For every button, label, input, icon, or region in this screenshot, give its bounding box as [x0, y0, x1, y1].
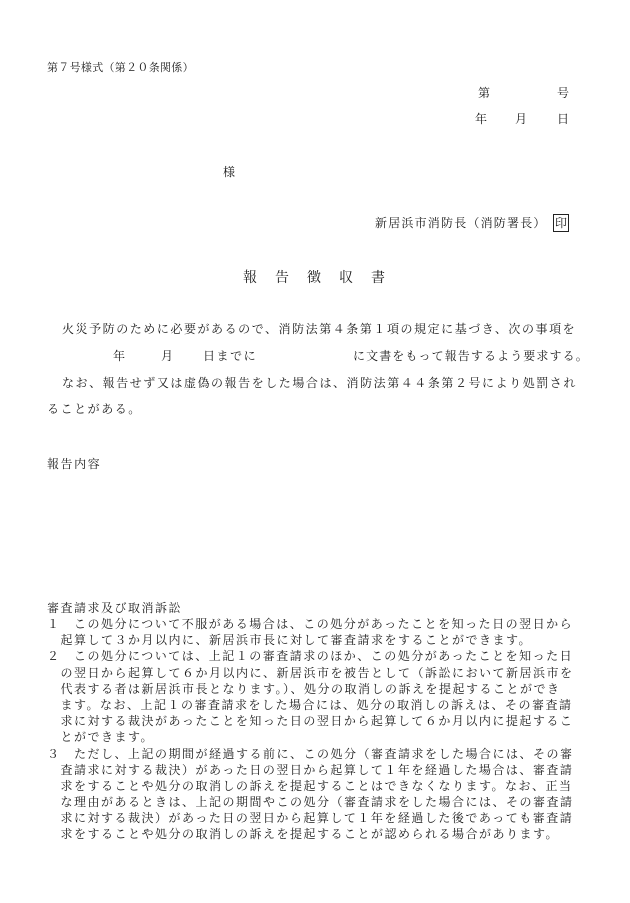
deadline-tail: に文書をもって報告するよう要求する。 [353, 349, 589, 363]
appeal-item-2-line-5: 求に対する裁決があったことを知った日の翌日から起算して６か月以内に提起するこ [60, 714, 574, 729]
date-month-label: 月 [515, 112, 529, 126]
appeal-item-3-line-1 [47, 746, 607, 762]
appeal-text: ただし、上記の期間が経過する前に、この処分（審査請求をした場合には、その審 [74, 746, 574, 761]
appeal-text: この処分について不服がある場合は、この処分があったことを知った日の翌日から [74, 617, 574, 631]
appeal-item-3-line-2: 査請求に対する裁決）があった日の翌日から起算して１年を経過した場合は、審査請 [60, 762, 574, 777]
appeals-heading: 審査請求及び取消訴訟 [47, 601, 183, 615]
body-line-1: 火災予防のために必要があるので、消防法第４条第１項の規定に基づき、次の事項を [62, 322, 577, 336]
appeal-item-2-line-1 [47, 648, 607, 664]
appeals-list [47, 616, 607, 843]
appeal-item-1-line-1 [47, 616, 607, 632]
appeal-item-number: ３ [47, 746, 60, 761]
appeal-item-number: ２ [47, 649, 60, 664]
appeal-item-2-line-4: ます。なお、上記１の審査請求をした場合には、処分の取消しの訴えは、その審査請 [60, 697, 573, 712]
document-title: 報 告 徴 収 書 [243, 270, 387, 286]
appeal-item-2-line-3: 代表する者は新居浜市長となります。）、処分の取消しの訴えを提起することができ [60, 681, 561, 696]
appeal-text: この処分については、上記１の審査請求のほか、この処分があったことを知った日 [74, 649, 574, 664]
appeal-item-number: １ [47, 617, 60, 631]
appeal-item-1-line-2: 起算して３か月以内に、新居浜市長に対して審査請求をすることができます。 [60, 633, 533, 648]
seal-mark: 印 [554, 216, 567, 230]
deadline-month-label: 月 [161, 349, 175, 363]
appeal-item-3-line-6: 求をすることや処分の取消しの訴えを提起することが認められる場合があります。 [60, 827, 560, 842]
appeal-item-3-line-5: 求に対する裁決）があった日の翌日から起算して１年を経過した後であっても審査請 [60, 811, 574, 826]
deadline-day-label: 日までに [203, 349, 258, 363]
report-contents-label: 報告内容 [47, 457, 102, 471]
body-line-4: ることがある。 [47, 402, 142, 416]
appeal-item-3-line-3: 求をすることや処分の取消しの訴えを提起することはできなくなります。なお、正当 [60, 778, 573, 793]
appeal-item-3-line-4: な理由があるときは、上記の期間やこの処分（審査請求をした場合には、その審査請 [60, 795, 574, 810]
addressee-suffix: 様 [223, 165, 237, 179]
doc-number-prefix: 第 [478, 86, 492, 100]
body-line-3: なお、報告せず又は虚偽の報告をした場合は、消防法第４４条第２号により処罰され [62, 376, 577, 390]
form-number: 第７号様式（第２０条関係） [47, 61, 194, 74]
appeal-item-2-line-6: とができます。 [60, 730, 155, 745]
doc-number-suffix: 号 [557, 86, 571, 100]
issuer-name: 新居浜市消防長（消防署長） [375, 216, 547, 230]
appeal-item-2-line-2: の翌日から起算して６か月以内に、新居浜市を被告として（訴訟において新居浜市を [60, 665, 574, 680]
date-year-label: 年 [475, 112, 489, 126]
date-day-label: 日 [557, 112, 571, 126]
deadline-year-label: 年 [113, 349, 127, 363]
